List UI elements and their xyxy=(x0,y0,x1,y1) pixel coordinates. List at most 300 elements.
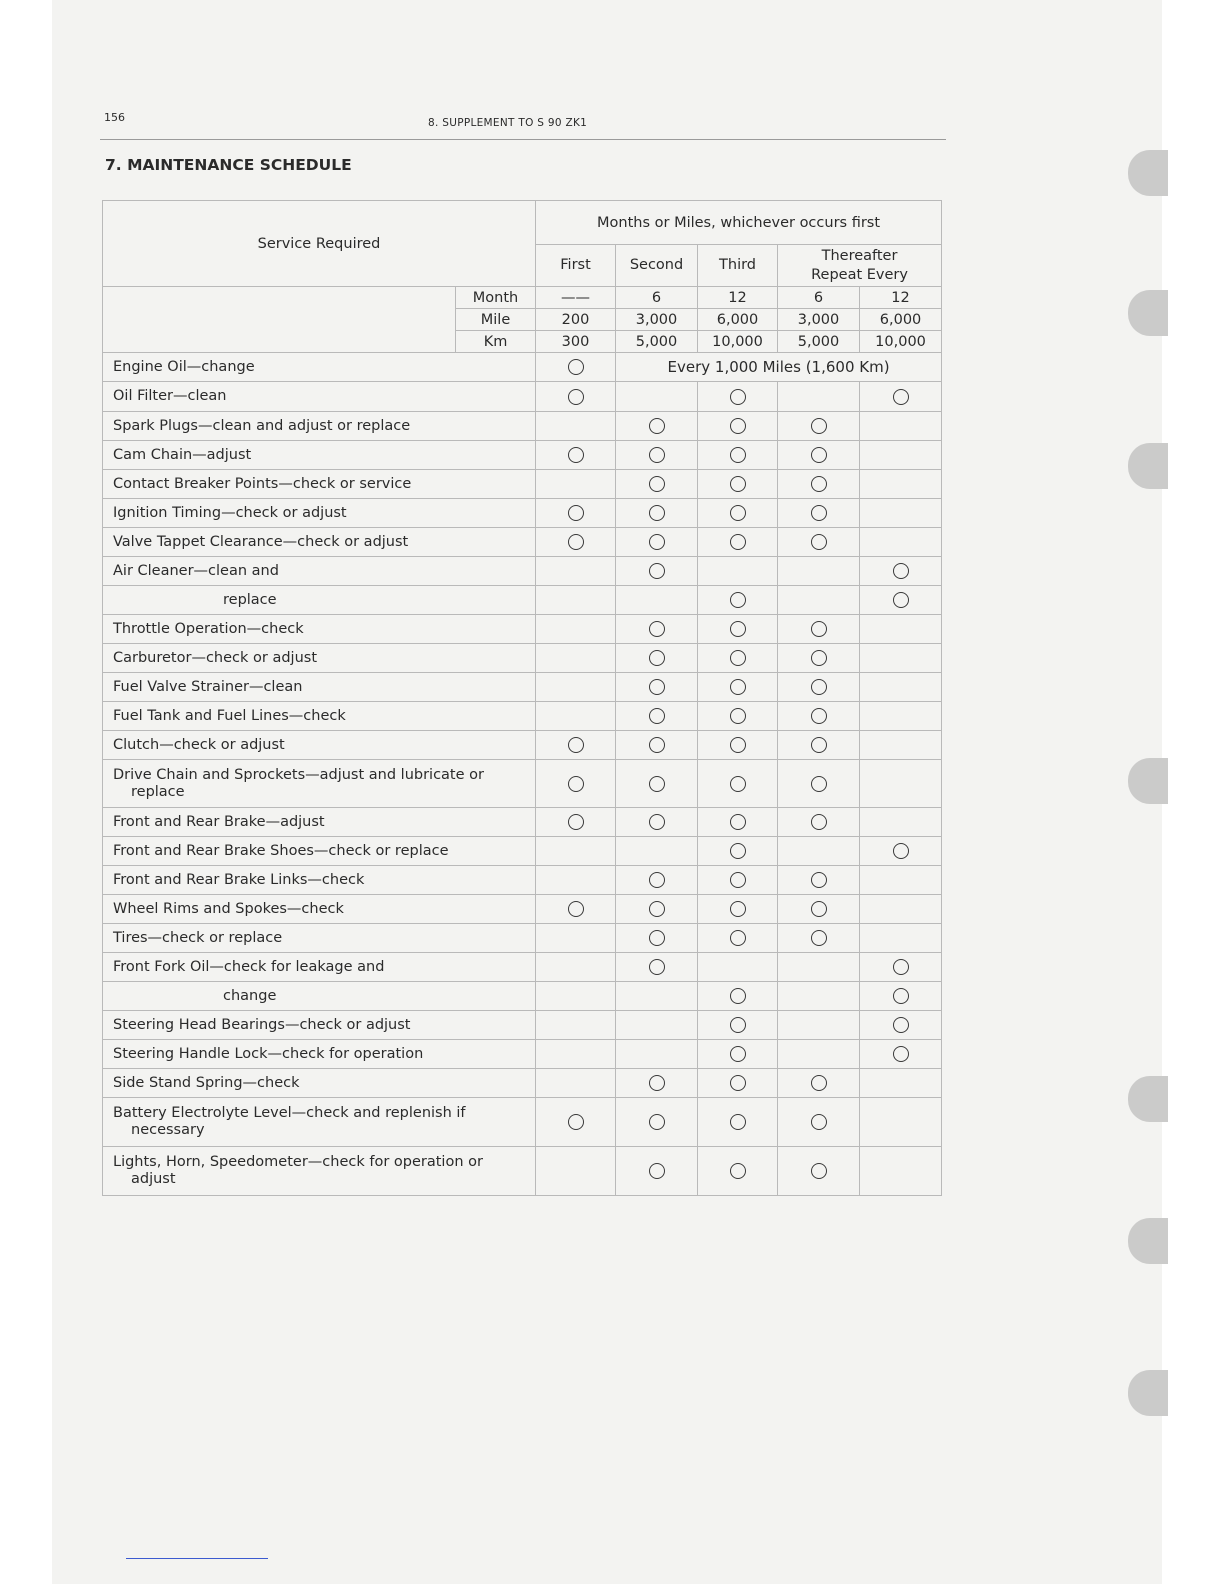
service-due-mark xyxy=(811,1075,827,1091)
service-due-mark xyxy=(730,650,746,666)
schedule-cell xyxy=(536,1098,616,1147)
service-due-mark xyxy=(649,418,665,434)
service-due-mark xyxy=(730,872,746,888)
service-due-mark xyxy=(649,814,665,830)
service-due-mark xyxy=(811,872,827,888)
interval-value: 200 xyxy=(536,309,616,331)
schedule-cell xyxy=(616,412,698,441)
schedule-cell xyxy=(860,1069,942,1098)
schedule-cell xyxy=(536,557,616,586)
service-due-mark xyxy=(568,359,584,375)
service-due-mark xyxy=(649,737,665,753)
service-item-line: Battery Electrolyte Level—check and replenish if xyxy=(113,1105,466,1121)
schedule-cell xyxy=(536,866,616,895)
service-required-header: Service Required xyxy=(103,201,536,287)
schedule-cell xyxy=(616,615,698,644)
schedule-cell xyxy=(778,1069,860,1098)
schedule-cell xyxy=(698,760,778,808)
punch-hole-mark xyxy=(1128,1076,1168,1122)
service-due-mark xyxy=(893,988,909,1004)
table-row xyxy=(103,837,942,866)
service-item: Side Stand Spring—check xyxy=(103,1069,536,1098)
interval-value: 5,000 xyxy=(778,331,860,353)
schedule-cell xyxy=(536,1147,616,1196)
service-item: Carburetor—check or adjust xyxy=(103,644,536,673)
service-due-mark xyxy=(811,679,827,695)
table-row xyxy=(103,924,942,953)
schedule-cell xyxy=(616,441,698,470)
unit-row-month xyxy=(103,287,942,309)
service-due-mark xyxy=(811,534,827,550)
schedule-cell xyxy=(536,441,616,470)
service-item: Fuel Tank and Fuel Lines—check xyxy=(103,702,536,731)
interval-value: 12 xyxy=(698,287,778,309)
schedule-cell xyxy=(860,702,942,731)
service-item: Steering Handle Lock—check for operation xyxy=(103,1040,536,1069)
service-due-mark xyxy=(893,563,909,579)
service-item: Air Cleaner—clean and xyxy=(103,557,536,586)
interval-value: 3,000 xyxy=(778,309,860,331)
schedule-cell xyxy=(616,1147,698,1196)
schedule-cell xyxy=(860,760,942,808)
schedule-cell xyxy=(536,760,616,808)
schedule-cell xyxy=(778,615,860,644)
service-item: Valve Tappet Clearance—check or adjust xyxy=(103,528,536,557)
service-due-mark xyxy=(811,621,827,637)
service-due-mark xyxy=(730,1046,746,1062)
schedule-cell xyxy=(536,499,616,528)
service-item: Ignition Timing—check or adjust xyxy=(103,499,536,528)
schedule-cell xyxy=(536,924,616,953)
service-item: Front and Rear Brake Shoes—check or replace xyxy=(103,837,536,866)
service-due-mark xyxy=(568,1114,584,1130)
service-due-mark xyxy=(649,679,665,695)
service-item: change xyxy=(103,982,536,1011)
service-due-mark xyxy=(893,389,909,405)
schedule-cell xyxy=(616,1098,698,1147)
service-item-continuation: necessary xyxy=(131,1122,205,1138)
service-due-mark xyxy=(568,737,584,753)
schedule-cell xyxy=(616,837,698,866)
schedule-cell xyxy=(536,1011,616,1040)
schedule-cell xyxy=(778,382,860,412)
interval-value: 10,000 xyxy=(698,331,778,353)
table-row xyxy=(103,760,942,808)
schedule-cell xyxy=(698,924,778,953)
table-row xyxy=(103,1147,942,1196)
service-header-spacer xyxy=(103,287,456,353)
punch-hole-mark xyxy=(1128,150,1168,196)
header-rule xyxy=(100,139,946,140)
service-item: Spark Plugs—clean and adjust or replace xyxy=(103,412,536,441)
schedule-cell xyxy=(778,557,860,586)
table-row xyxy=(103,731,942,760)
service-item: Steering Head Bearings—check or adjust xyxy=(103,1011,536,1040)
service-item xyxy=(103,1098,536,1147)
schedule-cell xyxy=(536,382,616,412)
schedule-cell xyxy=(698,1011,778,1040)
table-row xyxy=(103,895,942,924)
service-due-mark xyxy=(811,930,827,946)
schedule-cell xyxy=(778,1098,860,1147)
schedule-cell xyxy=(616,866,698,895)
schedule-cell xyxy=(536,953,616,982)
service-item xyxy=(103,1147,536,1196)
service-due-mark xyxy=(730,1114,746,1130)
table-row xyxy=(103,557,942,586)
schedule-cell xyxy=(860,1011,942,1040)
schedule-cell xyxy=(616,982,698,1011)
schedule-cell xyxy=(778,731,860,760)
schedule-cell xyxy=(860,837,942,866)
service-due-mark xyxy=(730,737,746,753)
schedule-cell xyxy=(536,470,616,499)
schedule-cell xyxy=(698,808,778,837)
service-due-mark xyxy=(649,1163,665,1179)
schedule-cell xyxy=(536,528,616,557)
page-number: 156 xyxy=(104,111,125,124)
schedule-cell xyxy=(536,702,616,731)
thereafter-label: Thereafter xyxy=(821,247,898,264)
schedule-cell xyxy=(778,1147,860,1196)
service-due-mark xyxy=(893,843,909,859)
service-due-mark xyxy=(811,901,827,917)
schedule-cell xyxy=(860,982,942,1011)
service-item-line: Lights, Horn, Speedometer—check for operation or xyxy=(113,1154,483,1170)
column-first: First xyxy=(536,245,616,287)
service-due-mark xyxy=(649,959,665,975)
schedule-cell xyxy=(616,1040,698,1069)
schedule-cell xyxy=(860,528,942,557)
service-due-mark xyxy=(649,708,665,724)
table-row xyxy=(103,808,942,837)
service-item-continuation: replace xyxy=(131,783,185,800)
service-due-mark xyxy=(568,814,584,830)
schedule-cell xyxy=(860,382,942,412)
service-item: Throttle Operation—check xyxy=(103,615,536,644)
schedule-cell xyxy=(778,837,860,866)
service-due-mark xyxy=(730,476,746,492)
punch-hole-mark xyxy=(1128,758,1168,804)
schedule-cell xyxy=(698,470,778,499)
schedule-cell xyxy=(698,644,778,673)
schedule-cell xyxy=(860,615,942,644)
column-second: Second xyxy=(616,245,698,287)
schedule-cell xyxy=(698,412,778,441)
service-item-continuation: adjust xyxy=(131,1171,176,1187)
schedule-cell xyxy=(778,412,860,441)
service-due-mark xyxy=(893,592,909,608)
schedule-cell xyxy=(778,470,860,499)
schedule-cell xyxy=(616,382,698,412)
interval-value: 6 xyxy=(616,287,698,309)
service-item: Wheel Rims and Spokes—check xyxy=(103,895,536,924)
service-due-mark xyxy=(811,814,827,830)
running-head: 8. SUPPLEMENT TO S 90 ZK1 xyxy=(428,117,588,129)
service-due-mark xyxy=(811,447,827,463)
service-due-mark xyxy=(730,447,746,463)
service-due-mark xyxy=(811,650,827,666)
service-due-mark xyxy=(730,418,746,434)
schedule-cell xyxy=(536,615,616,644)
service-due-mark xyxy=(649,930,665,946)
service-item: Contact Breaker Points—check or service xyxy=(103,470,536,499)
schedule-cell xyxy=(698,1147,778,1196)
service-due-mark xyxy=(568,776,584,792)
engine-oil-interval-note: Every 1,000 Miles (1,600 Km) xyxy=(616,353,942,382)
table-row xyxy=(103,702,942,731)
service-item: replace xyxy=(103,586,536,615)
service-due-mark xyxy=(811,418,827,434)
section-title: 7. MAINTENANCE SCHEDULE xyxy=(105,156,352,174)
schedule-cell xyxy=(698,953,778,982)
schedule-cell xyxy=(616,470,698,499)
interval-value: 5,000 xyxy=(616,331,698,353)
schedule-cell xyxy=(698,673,778,702)
service-due-mark xyxy=(730,1075,746,1091)
maintenance-schedule-table xyxy=(102,200,942,1196)
service-due-mark xyxy=(730,534,746,550)
punch-hole-mark xyxy=(1128,1370,1168,1416)
service-due-mark xyxy=(811,737,827,753)
column-thereafter xyxy=(778,245,942,287)
service-due-mark xyxy=(811,1114,827,1130)
column-third: Third xyxy=(698,245,778,287)
table-row xyxy=(103,528,942,557)
schedule-cell xyxy=(698,866,778,895)
schedule-cell xyxy=(536,644,616,673)
schedule-cell xyxy=(778,866,860,895)
schedule-cell xyxy=(536,895,616,924)
schedule-cell xyxy=(536,808,616,837)
interval-value: 10,000 xyxy=(860,331,942,353)
service-item: Tires—check or replace xyxy=(103,924,536,953)
schedule-cell xyxy=(778,895,860,924)
schedule-cell xyxy=(616,702,698,731)
schedule-cell xyxy=(536,353,616,382)
service-due-mark xyxy=(730,505,746,521)
service-due-mark xyxy=(649,1114,665,1130)
schedule-cell xyxy=(778,1040,860,1069)
schedule-cell xyxy=(860,731,942,760)
service-due-mark xyxy=(811,476,827,492)
schedule-cell xyxy=(778,586,860,615)
schedule-cell xyxy=(616,953,698,982)
schedule-cell xyxy=(778,760,860,808)
schedule-cell xyxy=(616,895,698,924)
service-item: Fuel Valve Strainer—clean xyxy=(103,673,536,702)
service-due-mark xyxy=(893,959,909,975)
schedule-cell xyxy=(616,924,698,953)
schedule-cell xyxy=(698,1098,778,1147)
service-due-mark xyxy=(649,447,665,463)
schedule-cell xyxy=(616,760,698,808)
table-row xyxy=(103,441,942,470)
footer-rule xyxy=(126,1558,268,1559)
punch-hole-mark xyxy=(1128,1218,1168,1264)
schedule-cell xyxy=(860,557,942,586)
schedule-cell xyxy=(698,895,778,924)
schedule-cell xyxy=(860,499,942,528)
table-row xyxy=(103,1098,942,1147)
service-due-mark xyxy=(730,988,746,1004)
schedule-cell xyxy=(698,557,778,586)
service-due-mark xyxy=(649,621,665,637)
schedule-cell xyxy=(860,866,942,895)
table-row xyxy=(103,615,942,644)
schedule-cell xyxy=(616,528,698,557)
schedule-cell xyxy=(616,1011,698,1040)
table-row xyxy=(103,1069,942,1098)
service-due-mark xyxy=(649,872,665,888)
schedule-cell xyxy=(616,1069,698,1098)
service-due-mark xyxy=(649,476,665,492)
schedule-cell xyxy=(698,702,778,731)
service-item: Oil Filter—clean xyxy=(103,382,536,412)
schedule-cell xyxy=(616,644,698,673)
schedule-cell xyxy=(616,673,698,702)
service-due-mark xyxy=(649,505,665,521)
interval-value: 300 xyxy=(536,331,616,353)
schedule-cell xyxy=(536,731,616,760)
schedule-cell xyxy=(536,1069,616,1098)
service-due-mark xyxy=(730,592,746,608)
unit-label: Km xyxy=(456,331,536,353)
service-due-mark xyxy=(730,621,746,637)
service-item: Clutch—check or adjust xyxy=(103,731,536,760)
schedule-cell xyxy=(860,895,942,924)
table-row xyxy=(103,953,942,982)
interval-value: 6,000 xyxy=(860,309,942,331)
schedule-cell xyxy=(698,441,778,470)
table-row xyxy=(103,499,942,528)
service-due-mark xyxy=(649,776,665,792)
schedule-cell xyxy=(860,1098,942,1147)
interval-value: 6,000 xyxy=(698,309,778,331)
schedule-cell xyxy=(778,953,860,982)
service-due-mark xyxy=(730,1163,746,1179)
service-due-mark xyxy=(811,708,827,724)
schedule-cell xyxy=(616,808,698,837)
service-due-mark xyxy=(649,534,665,550)
schedule-cell xyxy=(698,1040,778,1069)
table-row xyxy=(103,1040,942,1069)
service-due-mark xyxy=(730,814,746,830)
schedule-cell xyxy=(536,673,616,702)
table-row xyxy=(103,982,942,1011)
schedule-cell xyxy=(698,499,778,528)
table-row xyxy=(103,382,942,412)
schedule-cell xyxy=(698,528,778,557)
service-due-mark xyxy=(568,447,584,463)
schedule-cell xyxy=(536,982,616,1011)
schedule-cell xyxy=(860,924,942,953)
schedule-cell xyxy=(778,1011,860,1040)
service-due-mark xyxy=(568,505,584,521)
service-due-mark xyxy=(730,930,746,946)
schedule-cell xyxy=(536,412,616,441)
service-item xyxy=(103,760,536,808)
schedule-cell xyxy=(698,586,778,615)
schedule-cell xyxy=(860,808,942,837)
service-due-mark xyxy=(730,901,746,917)
service-due-mark xyxy=(811,1163,827,1179)
service-due-mark xyxy=(649,901,665,917)
interval-value: 12 xyxy=(860,287,942,309)
schedule-cell xyxy=(698,615,778,644)
interval-value: 6 xyxy=(778,287,860,309)
service-due-mark xyxy=(649,1075,665,1091)
table-row xyxy=(103,673,942,702)
unit-label: Month xyxy=(456,287,536,309)
schedule-cell xyxy=(778,702,860,731)
table-row xyxy=(103,586,942,615)
schedule-cell xyxy=(860,441,942,470)
schedule-cell xyxy=(536,1040,616,1069)
table-row xyxy=(103,644,942,673)
service-due-mark xyxy=(730,679,746,695)
schedule-cell xyxy=(778,673,860,702)
service-item: Front and Rear Brake Links—check xyxy=(103,866,536,895)
schedule-cell xyxy=(860,673,942,702)
schedule-cell xyxy=(616,557,698,586)
schedule-cell xyxy=(698,837,778,866)
repeat-every-label: Repeat Every xyxy=(811,266,908,283)
schedule-cell xyxy=(698,382,778,412)
schedule-cell xyxy=(536,586,616,615)
service-due-mark xyxy=(730,776,746,792)
unit-label: Mile xyxy=(456,309,536,331)
schedule-cell xyxy=(860,586,942,615)
schedule-cell xyxy=(778,808,860,837)
interval-header: Months or Miles, whichever occurs first xyxy=(536,201,942,245)
schedule-cell xyxy=(860,412,942,441)
service-item-line: Drive Chain and Sprockets—adjust and lubricate or xyxy=(113,766,484,783)
schedule-cell xyxy=(860,1040,942,1069)
schedule-cell xyxy=(778,644,860,673)
schedule-cell xyxy=(616,499,698,528)
schedule-cell xyxy=(778,441,860,470)
interval-value: 3,000 xyxy=(616,309,698,331)
table-row xyxy=(103,1011,942,1040)
service-item: Front Fork Oil—check for leakage and xyxy=(103,953,536,982)
service-due-mark xyxy=(730,843,746,859)
service-item: Cam Chain—adjust xyxy=(103,441,536,470)
schedule-cell xyxy=(698,982,778,1011)
service-due-mark xyxy=(811,776,827,792)
service-due-mark xyxy=(893,1046,909,1062)
service-due-mark xyxy=(568,901,584,917)
service-due-mark xyxy=(568,389,584,405)
table-row xyxy=(103,353,942,382)
table-row xyxy=(103,866,942,895)
schedule-cell xyxy=(536,837,616,866)
service-due-mark xyxy=(730,1017,746,1033)
service-item: Engine Oil—change xyxy=(103,353,536,382)
schedule-cell xyxy=(860,470,942,499)
schedule-cell xyxy=(698,731,778,760)
schedule-cell xyxy=(778,924,860,953)
service-due-mark xyxy=(649,563,665,579)
punch-hole-mark xyxy=(1128,443,1168,489)
service-due-mark xyxy=(568,534,584,550)
schedule-cell xyxy=(616,586,698,615)
service-due-mark xyxy=(649,650,665,666)
schedule-cell xyxy=(860,644,942,673)
table-row xyxy=(103,412,942,441)
service-due-mark xyxy=(811,505,827,521)
punch-hole-mark xyxy=(1128,290,1168,336)
